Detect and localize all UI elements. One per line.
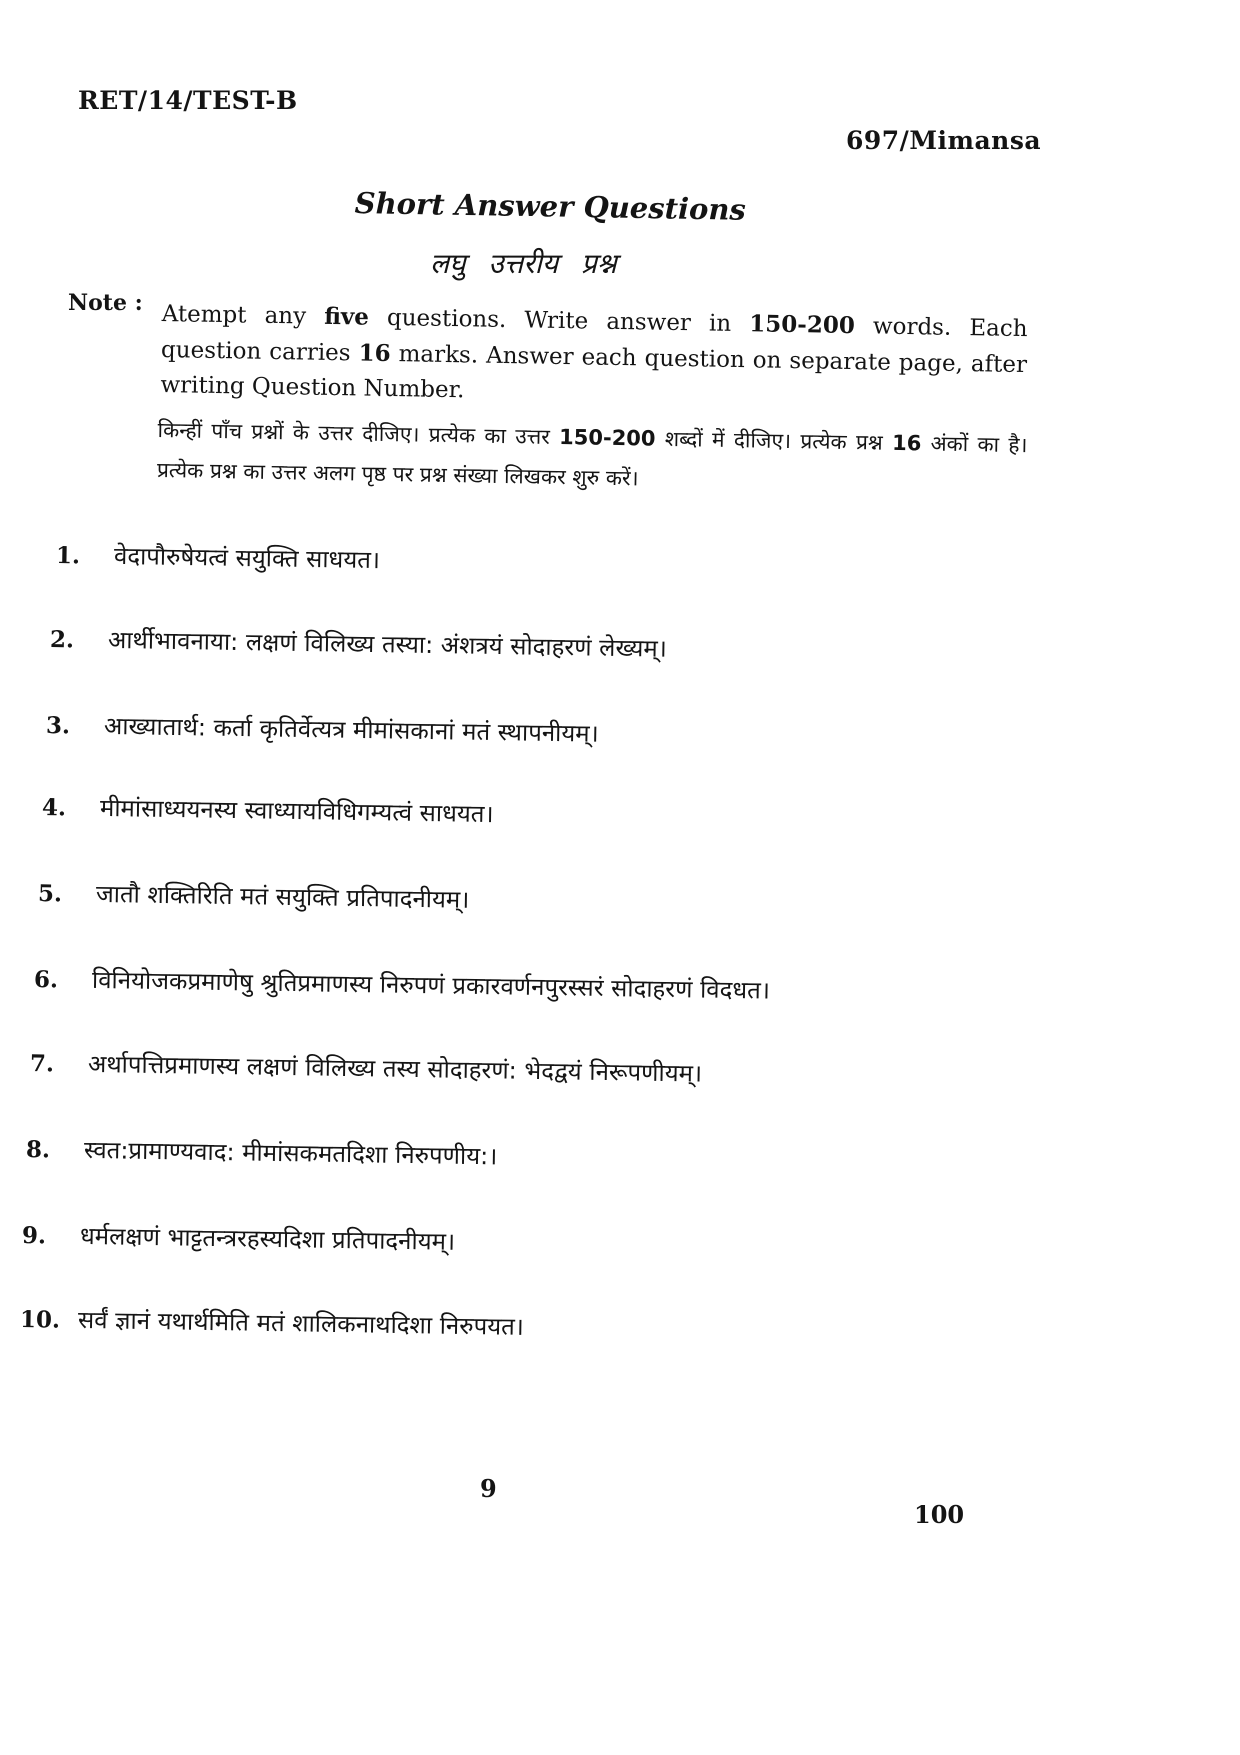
note-hi-text: अंकों का है। प्रत्येक प्रश्न का उत्तर अलग पृष्ठ पर प्रश्न संख्या लिखकर शुरु करें। xyxy=(156,431,1028,491)
question-text: विनियोजकप्रमाणेषु श्रुतिप्रमाणस्य निरुपणं प्रकारवर्णनपुरस्सरं सोदाहरणं विदधत। xyxy=(91,965,771,1005)
question-number: 7. xyxy=(29,1050,55,1078)
question-item xyxy=(42,790,494,830)
question-number: 8. xyxy=(25,1136,51,1164)
question-number: 10. xyxy=(19,1306,61,1334)
question-number: 3. xyxy=(45,712,71,740)
note-en-words: 150-200 xyxy=(749,310,856,340)
note-en-text: marks. Answer each question on separate page, after writing Question Number. xyxy=(160,341,1028,404)
paper-code: RET/14/TEST-B xyxy=(78,86,298,115)
question-text: आर्थीभावनाया: लक्षणं विलिख्य तस्या: अंशत्रयं सोदाहरणं लेख्यम्। xyxy=(107,625,668,663)
note-en-text: questions. Write answer in xyxy=(368,304,750,338)
note-hi-text: शब्दों में दीजिए। प्रत्येक प्रश्न xyxy=(655,426,893,455)
question-number: 9. xyxy=(21,1222,47,1250)
question-item xyxy=(30,1046,703,1090)
question-item xyxy=(34,962,770,1007)
question-text: आख्यातार्थ: कर्ता कृतिर्वेत्यत्र मीमांसकानां मतं स्थापनीयम्। xyxy=(103,711,599,748)
question-number: 4. xyxy=(41,794,67,822)
page-number: 9 xyxy=(480,1474,497,1503)
note-hi-marks: 16 xyxy=(891,430,922,456)
question-number: 6. xyxy=(33,966,59,994)
question-item xyxy=(38,876,470,916)
question-item xyxy=(26,1132,498,1172)
question-text: वेदापौरुषेयत्वं सयुक्ति साधयत। xyxy=(113,541,381,575)
note-en-marks: 16 xyxy=(358,339,391,367)
question-item xyxy=(20,1302,524,1343)
note-hi-text: किन्हीं पाँच प्रश्नों के उत्तर दीजिए। प्रत्येक का उत्तर xyxy=(157,417,560,450)
question-text: धर्मलक्षणं भाट्टतन्त्ररहस्यदिशा प्रतिपादनीयम्। xyxy=(79,1221,456,1256)
note-en-count: five xyxy=(323,302,370,331)
note-en-text: Atempt any xyxy=(161,300,325,330)
question-item xyxy=(46,708,599,750)
question-text: सर्वं ज्ञानं यथार्थमिति मतं शालिकनाथदिशा निरुपयत। xyxy=(77,1305,525,1341)
question-number: 2. xyxy=(49,626,75,654)
question-item xyxy=(22,1218,456,1258)
section-title-hindi: लघु उत्तरीय प्रश्न xyxy=(430,247,617,280)
question-number: 1. xyxy=(55,542,81,570)
question-text: मीमांसाध्ययनस्य स्वाध्यायविधिगम्यत्वं साधयत। xyxy=(99,793,494,829)
subject-code: 697/Mimansa xyxy=(846,126,1042,155)
note-en-text: words. Each question carries xyxy=(160,313,1028,367)
question-text: अर्थापत्तिप्रमाणस्य लक्षणं विलिख्य तस्य सोदाहरणं: भेदद्वयं निरूपणीयम्। xyxy=(87,1049,703,1088)
question-text: स्वत:प्रामाण्यवाद: मीमांसकमतदिशा निरुपणीय:। xyxy=(83,1135,498,1171)
page-code: 100 xyxy=(914,1500,965,1529)
section-title-english: Short Answer Questions xyxy=(354,186,747,227)
note-hi-words: 150-200 xyxy=(558,425,656,451)
note-label: Note : xyxy=(68,290,143,316)
question-number: 5. xyxy=(37,880,63,908)
question-item xyxy=(56,538,381,576)
question-text: जातौ शक्तिरिति मतं सयुक्ति प्रतिपादनीयम्। xyxy=(95,879,470,914)
question-item xyxy=(50,622,667,665)
